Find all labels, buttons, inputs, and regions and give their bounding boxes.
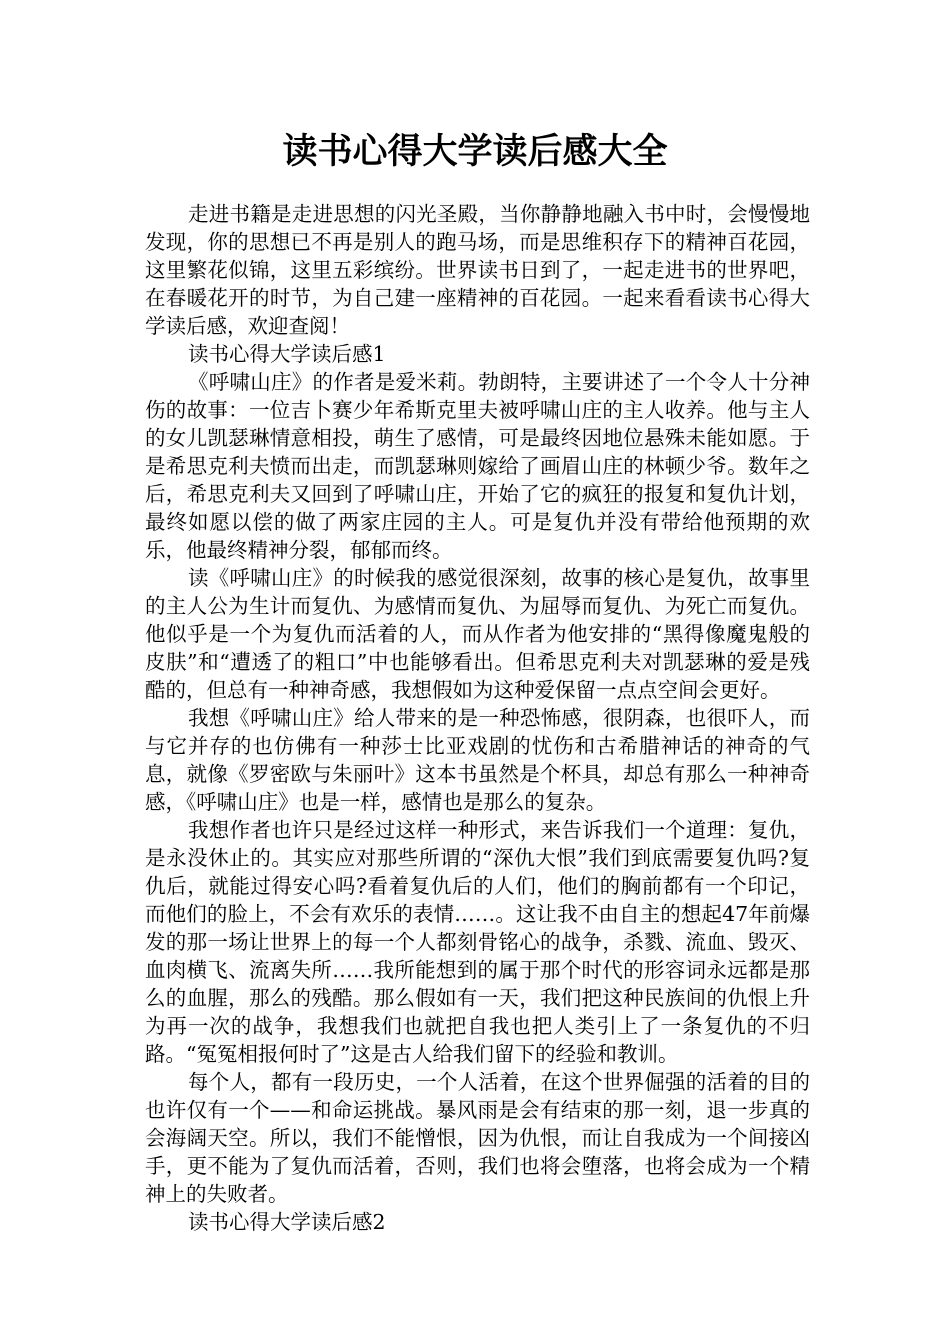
body-paragraph: 每个人，都有一段历史，一个人活着，在这个世界倔强的活着的目的也许仅有一个——和命运挑战。暴风雨是会有结束的那一刻，退一步真的会海阔天空。所以，我们不能憎恨，因为仇恨，而让自我成为一个间接凶手，更不能为了复仇而活着，否则，我们也将会堕落，也将会成为一个精神上的失败者。 xyxy=(145,1070,810,1206)
section-heading-2: 读书心得大学读后感2 xyxy=(188,1210,386,1234)
body-paragraph: 我想《呼啸山庄》给人带来的是一种恐怖感，很阴森，也很吓人，而与它并存的也仿佛有一种莎士比亚戏剧的忧伤和古希腊神话的神奇的气息，就像《罗密欧与朱丽叶》这本书虽然是个杯具，却总有那么一种神奇感，《呼啸山庄》也是一样，感情也是那么的复杂。 xyxy=(145,706,810,814)
document-body xyxy=(145,200,810,1236)
section-heading-1: 读书心得大学读后感1 xyxy=(188,342,386,366)
page-title: 读书心得大学读后感大全 xyxy=(282,132,668,172)
body-paragraph: 我想作者也许只是经过这样一种形式，来告诉我们一个道理：复仇，是永没休止的。其实应对那些所谓的“深仇大恨”我们到底需要复仇吗?复仇后，就能过得安心吗?看着复仇后的人们，他们的胸前都有一个印记，而他们的脸上，不会有欢乐的表情……。这让我不由自主的想起47年前爆发的那一场让世界上的每一个人都刻骨铭心的战争，杀戮、流血、毁灭、血肉横飞、流离失所……我所能想到的属于那个时代的形容词永远都是那么的血腥，那么的残酷。那么假如有一天，我们把这种民族间的仇恨上升为再一次的战争，我想我们也就把自我也把人类引上了一条复仇的不归路。“冤冤相报何时了”这是古人给我们留下的经验和教训。 xyxy=(145,818,810,1066)
body-paragraph: 读《呼啸山庄》的时候我的感觉很深刻，故事的核心是复仇，故事里的主人公为生计而复仇、为感情而复仇、为屈辱而复仇、为死亡而复仇。他似乎是一个为复仇而活着的人，而从作者为他安排的“黑得像魔鬼般的皮肤”和“遭透了的粗口”中也能够看出。但希思克利夫对凯瑟琳的爱是残酷的，但总有一种神奇感，我想假如为这种爱保留一点点空间会更好。 xyxy=(145,566,810,702)
intro-paragraph: 走进书籍是走进思想的闪光圣殿，当你静静地融入书中时，会慢慢地发现，你的思想已不再是别人的跑马场，而是思维积存下的精神百花园，这里繁花似锦，这里五彩缤纷。世界读书日到了，一起走进书的世界吧，在春暖花开的时节，为自己建一座精神的百花园。一起来看看读书心得大学读后感，欢迎查阅！ xyxy=(145,202,810,338)
body-paragraph: 《呼啸山庄》的作者是爱米莉。勃朗特，主要讲述了一个令人十分神伤的故事：一位吉卜赛少年希斯克里夫被呼啸山庄的主人收养。他与主人的女儿凯瑟琳情意相投，萌生了感情，可是最终因地位悬殊未能如愿。于是希思克利夫愤而出走，而凯瑟琳则嫁给了画眉山庄的林顿少爷。数年之后，希思克利夫又回到了呼啸山庄，开始了它的疯狂的报复和复仇计划，最终如愿以偿的做了两家庄园的主人。可是复仇并没有带给他预期的欢乐，他最终精神分裂，郁郁而终。 xyxy=(145,370,810,562)
